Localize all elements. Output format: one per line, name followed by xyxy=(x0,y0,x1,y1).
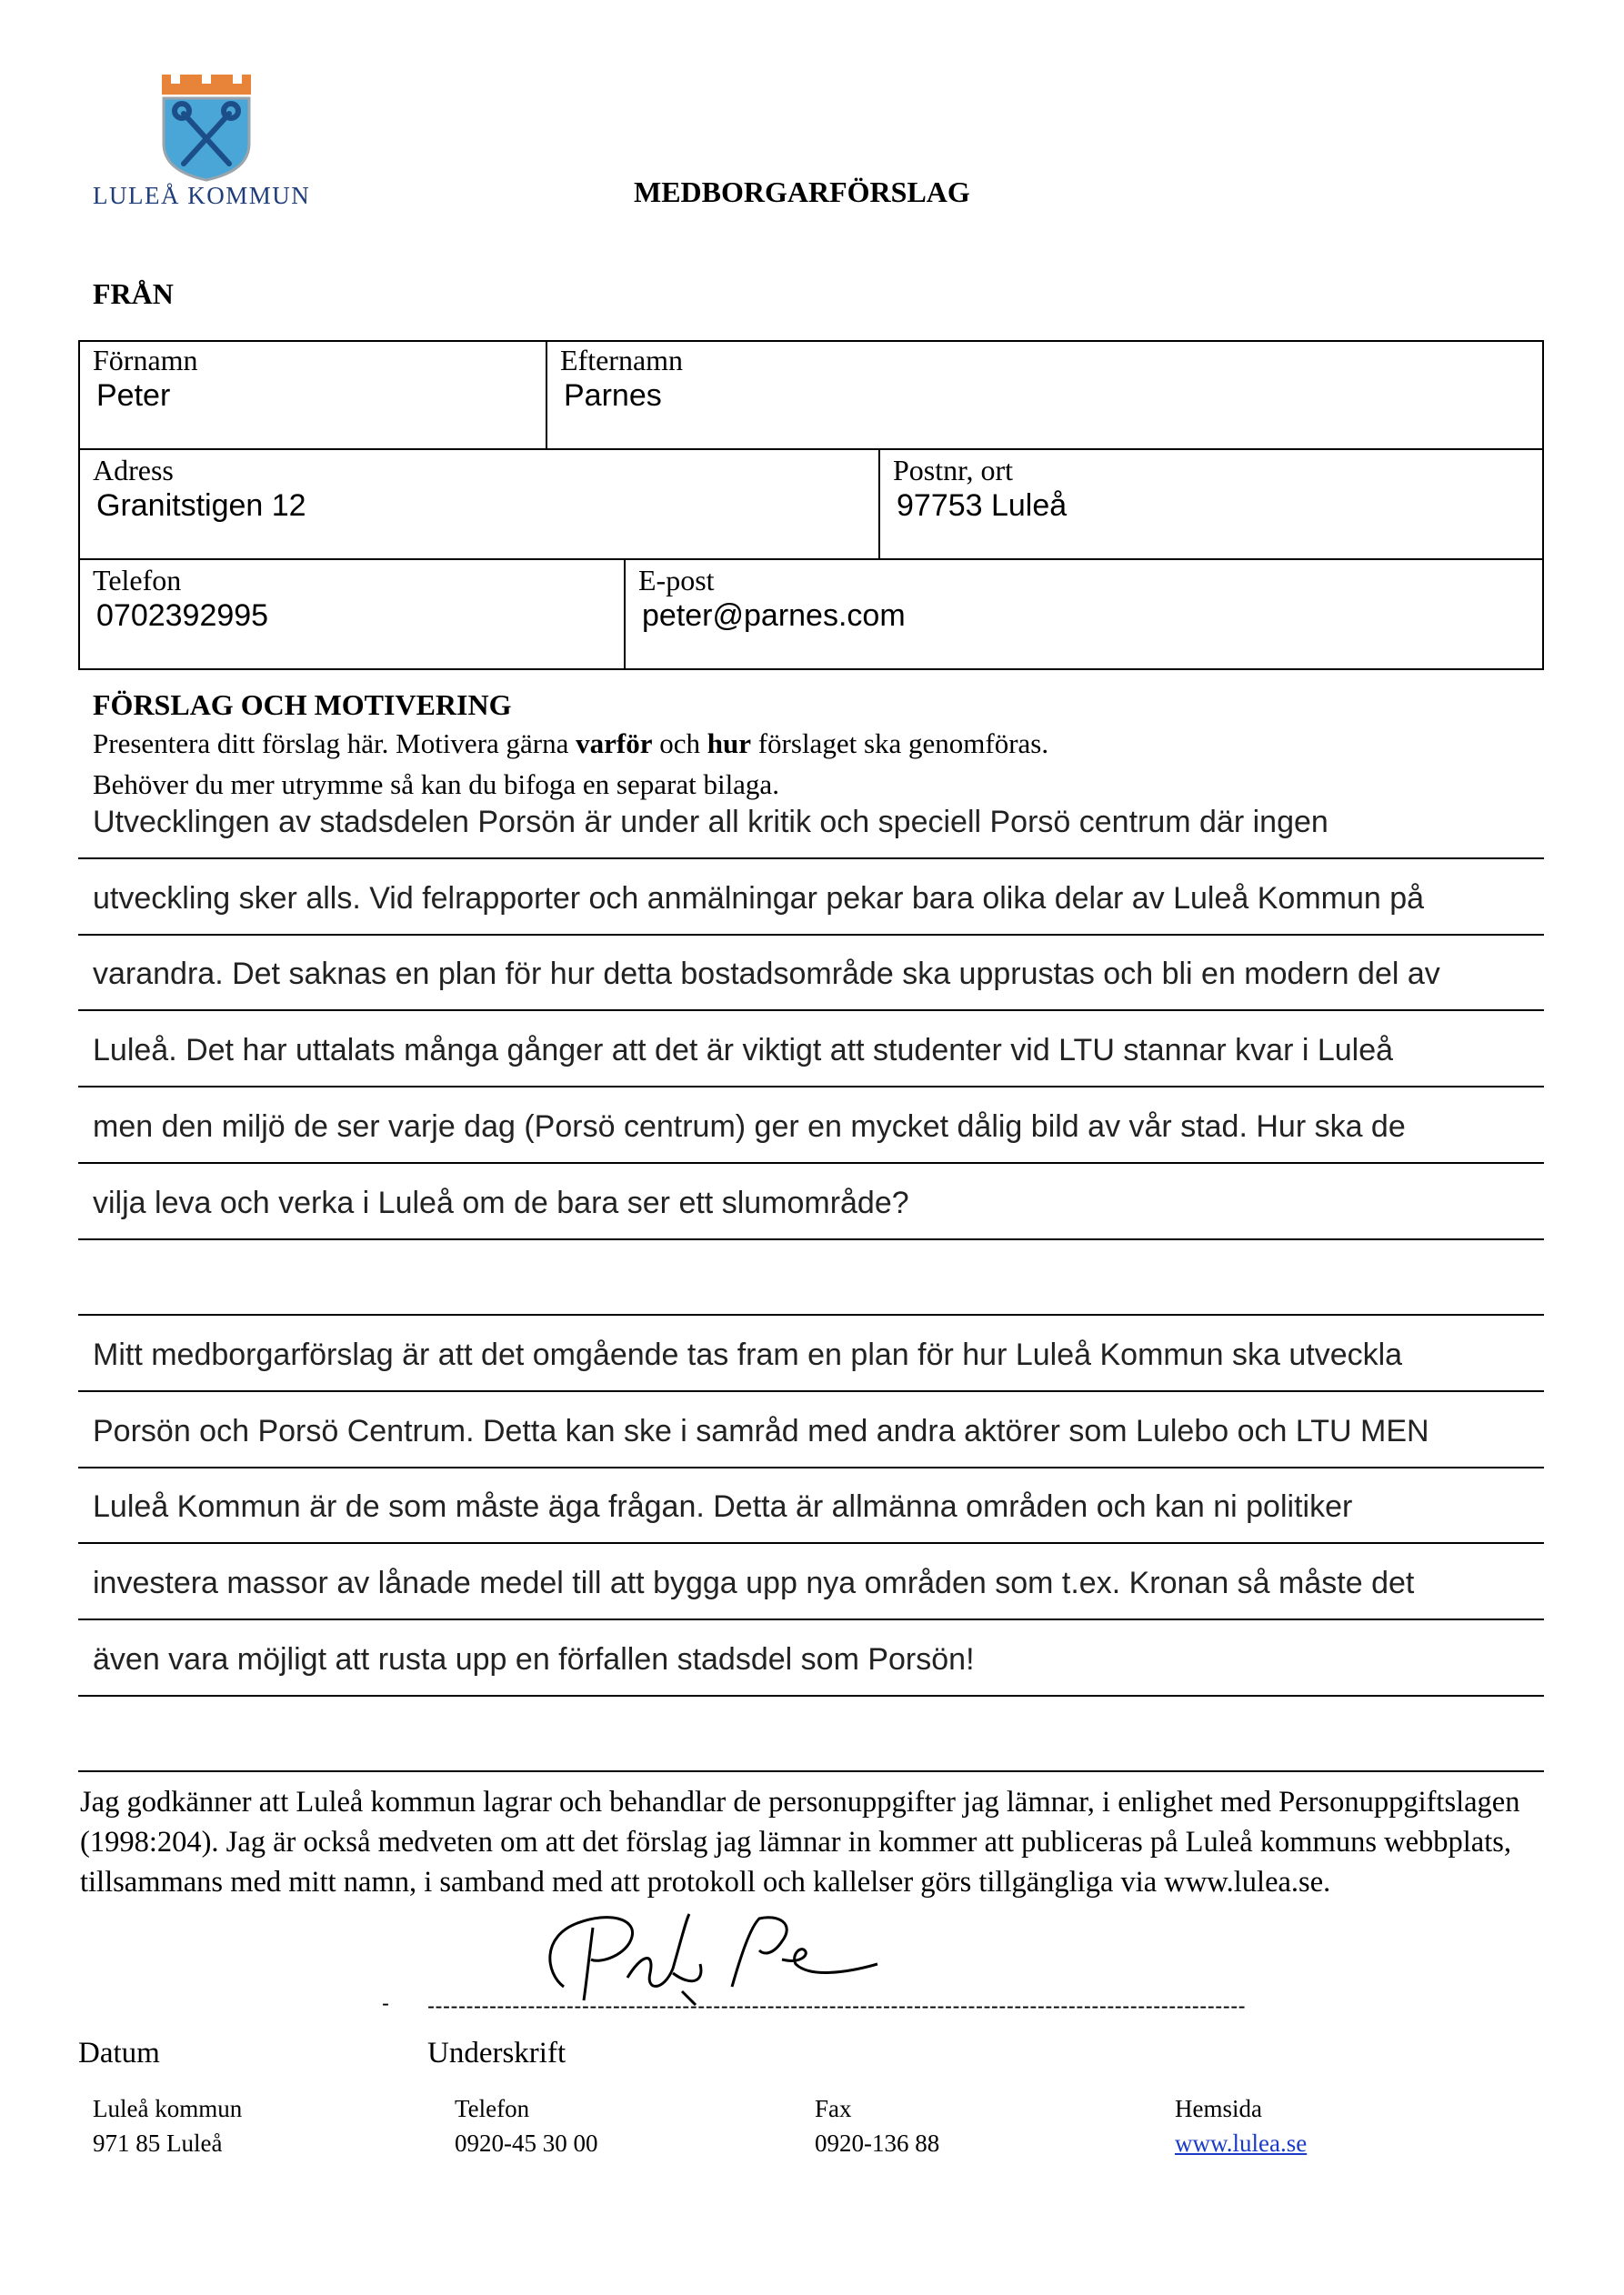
document-title: MEDBORGARFÖRSLAG xyxy=(634,175,970,208)
shield-icon xyxy=(164,98,249,180)
instruction-bold-why: varför xyxy=(576,727,653,759)
name-row xyxy=(78,340,1544,450)
ruled-line xyxy=(78,934,1544,936)
ruled-line xyxy=(78,1619,1544,1620)
ruled-line xyxy=(78,1467,1544,1468)
from-heading: FRÅN xyxy=(93,277,174,310)
footer-website xyxy=(1175,2091,1307,2160)
footer-address xyxy=(93,2091,242,2160)
postnr-field[interactable]: 97753 Luleå xyxy=(897,488,1068,523)
instruction-text: förslaget ska genomföras. xyxy=(750,727,1049,759)
proposal-line: Mitt medborgarförslag är att det omgående tas fram en plan för hur Luleå Kommun ska utveckla xyxy=(93,1337,1403,1372)
ruled-line xyxy=(78,1770,1544,1772)
efternamn-field[interactable]: Parnes xyxy=(564,378,662,413)
handwritten-signature xyxy=(536,1900,882,2009)
proposal-line: men den miljö de ser varje dag (Porsö centrum) ger en mycket dålig bild av vår stad. Hur ska de xyxy=(93,1108,1406,1144)
footer-fax-label: Fax xyxy=(815,2095,852,2122)
proposal-line: Luleå. Det har uttalats många gånger att det är viktigt att studenter vid LTU stannar kvar i Luleå xyxy=(93,1033,1394,1068)
date-label: Datum xyxy=(78,2037,160,2070)
efternamn-label: Efternamn xyxy=(560,344,684,376)
footer-fax-value: 0920-136 88 xyxy=(815,2130,940,2157)
proposal-line: Utvecklingen av stadsdelen Porsön är under all kritik och speciell Porsö centrum där ingen xyxy=(93,805,1328,839)
proposal-line: investera massor av lånade medel till att bygga upp nya områden som t.ex. Kronan så måste det xyxy=(93,1566,1415,1600)
proposal-line: Luleå Kommun är de som måste äga frågan. Detta är allmänna områden och kan ni politiker xyxy=(93,1489,1353,1525)
footer-address-name: Luleå kommun xyxy=(93,2095,243,2122)
footer-phone-label: Telefon xyxy=(455,2095,530,2122)
proposal-line: Porsön och Porsö Centrum. Detta kan ske i samråd med andra aktörer som Lulebo och LTU MEN xyxy=(93,1413,1429,1448)
signature-label: Underskrift xyxy=(427,2037,566,2070)
fornamn-label: Förnamn xyxy=(93,344,198,376)
proposal-line: varandra. Det saknas en plan för hur detta bostadsområde ska upprustas och bli en modern del av xyxy=(93,957,1440,992)
footer-fax xyxy=(815,2091,939,2160)
footer-phone xyxy=(455,2091,598,2160)
ruled-line xyxy=(78,1009,1544,1011)
ruled-line xyxy=(78,1314,1544,1316)
instruction-text: Presentera ditt förslag här. Motivera gärna xyxy=(93,727,576,759)
proposal-instruction-2: Behöver du mer utrymme så kan du bifoga en separat bilaga. xyxy=(93,768,779,800)
consent-text: Jag godkänner att Luleå kommun lagrar och behandlar de personuppgifter jag lämnar, i enlighet med Personuppgiftslagen (1998:204). Jag är också medveten om att det förslag jag lämnar in kommer att publiceras på Luleå kommuns webbplats, tillsammans med mitt namn, i samband med att protokoll och kallelser görs tillgängliga via www.lulea.se. xyxy=(80,1786,1520,1899)
proposal-instruction-1 xyxy=(93,727,1048,760)
ruled-line xyxy=(78,1695,1544,1697)
proposal-line: utveckling sker alls. Vid felrapporter och anmälningar pekar bara olika delar av Luleå Kommun på xyxy=(93,880,1425,916)
instruction-text: och xyxy=(652,727,707,759)
ruled-line xyxy=(78,1238,1544,1240)
fornamn-field[interactable]: Peter xyxy=(96,378,171,413)
proposal-line: även vara möjligt att rusta upp en förfallen stadsdel som Porsön! xyxy=(93,1641,975,1677)
footer-website-label: Hemsida xyxy=(1175,2095,1262,2122)
ruled-line xyxy=(78,1086,1544,1087)
footer-phone-value: 0920-45 30 00 xyxy=(455,2130,598,2157)
signature-dash-mark: - xyxy=(382,1991,389,2016)
adress-field[interactable]: Granitstigen 12 xyxy=(96,488,306,523)
epost-field[interactable]: peter@parnes.com xyxy=(642,598,906,633)
crown-icon xyxy=(162,75,251,95)
footer-address-line: 971 85 Luleå xyxy=(93,2130,223,2157)
ruled-line xyxy=(78,857,1544,859)
postnr-label: Postnr, ort xyxy=(893,454,1014,486)
proposal-heading: FÖRSLAG OCH MOTIVERING xyxy=(93,688,512,721)
lulea-coat-of-arms-logo xyxy=(156,73,256,182)
instruction-bold-how: hur xyxy=(707,727,751,759)
org-name: LULEÅ KOMMUN xyxy=(93,182,311,209)
ruled-line xyxy=(78,1162,1544,1164)
epost-label: E-post xyxy=(638,564,715,596)
telefon-field[interactable]: 0702392995 xyxy=(96,598,269,633)
signature-line: ---------------------------------------------------------------------------------------------------------- xyxy=(427,1994,1247,2019)
ruled-line xyxy=(78,1390,1544,1392)
telefon-label: Telefon xyxy=(93,564,182,596)
footer-website-link[interactable]: www.lulea.se xyxy=(1175,2130,1308,2157)
ruled-line xyxy=(78,1542,1544,1544)
adress-label: Adress xyxy=(93,454,174,486)
proposal-line: vilja leva och verka i Luleå om de bara ser ett slumområde? xyxy=(93,1185,909,1220)
